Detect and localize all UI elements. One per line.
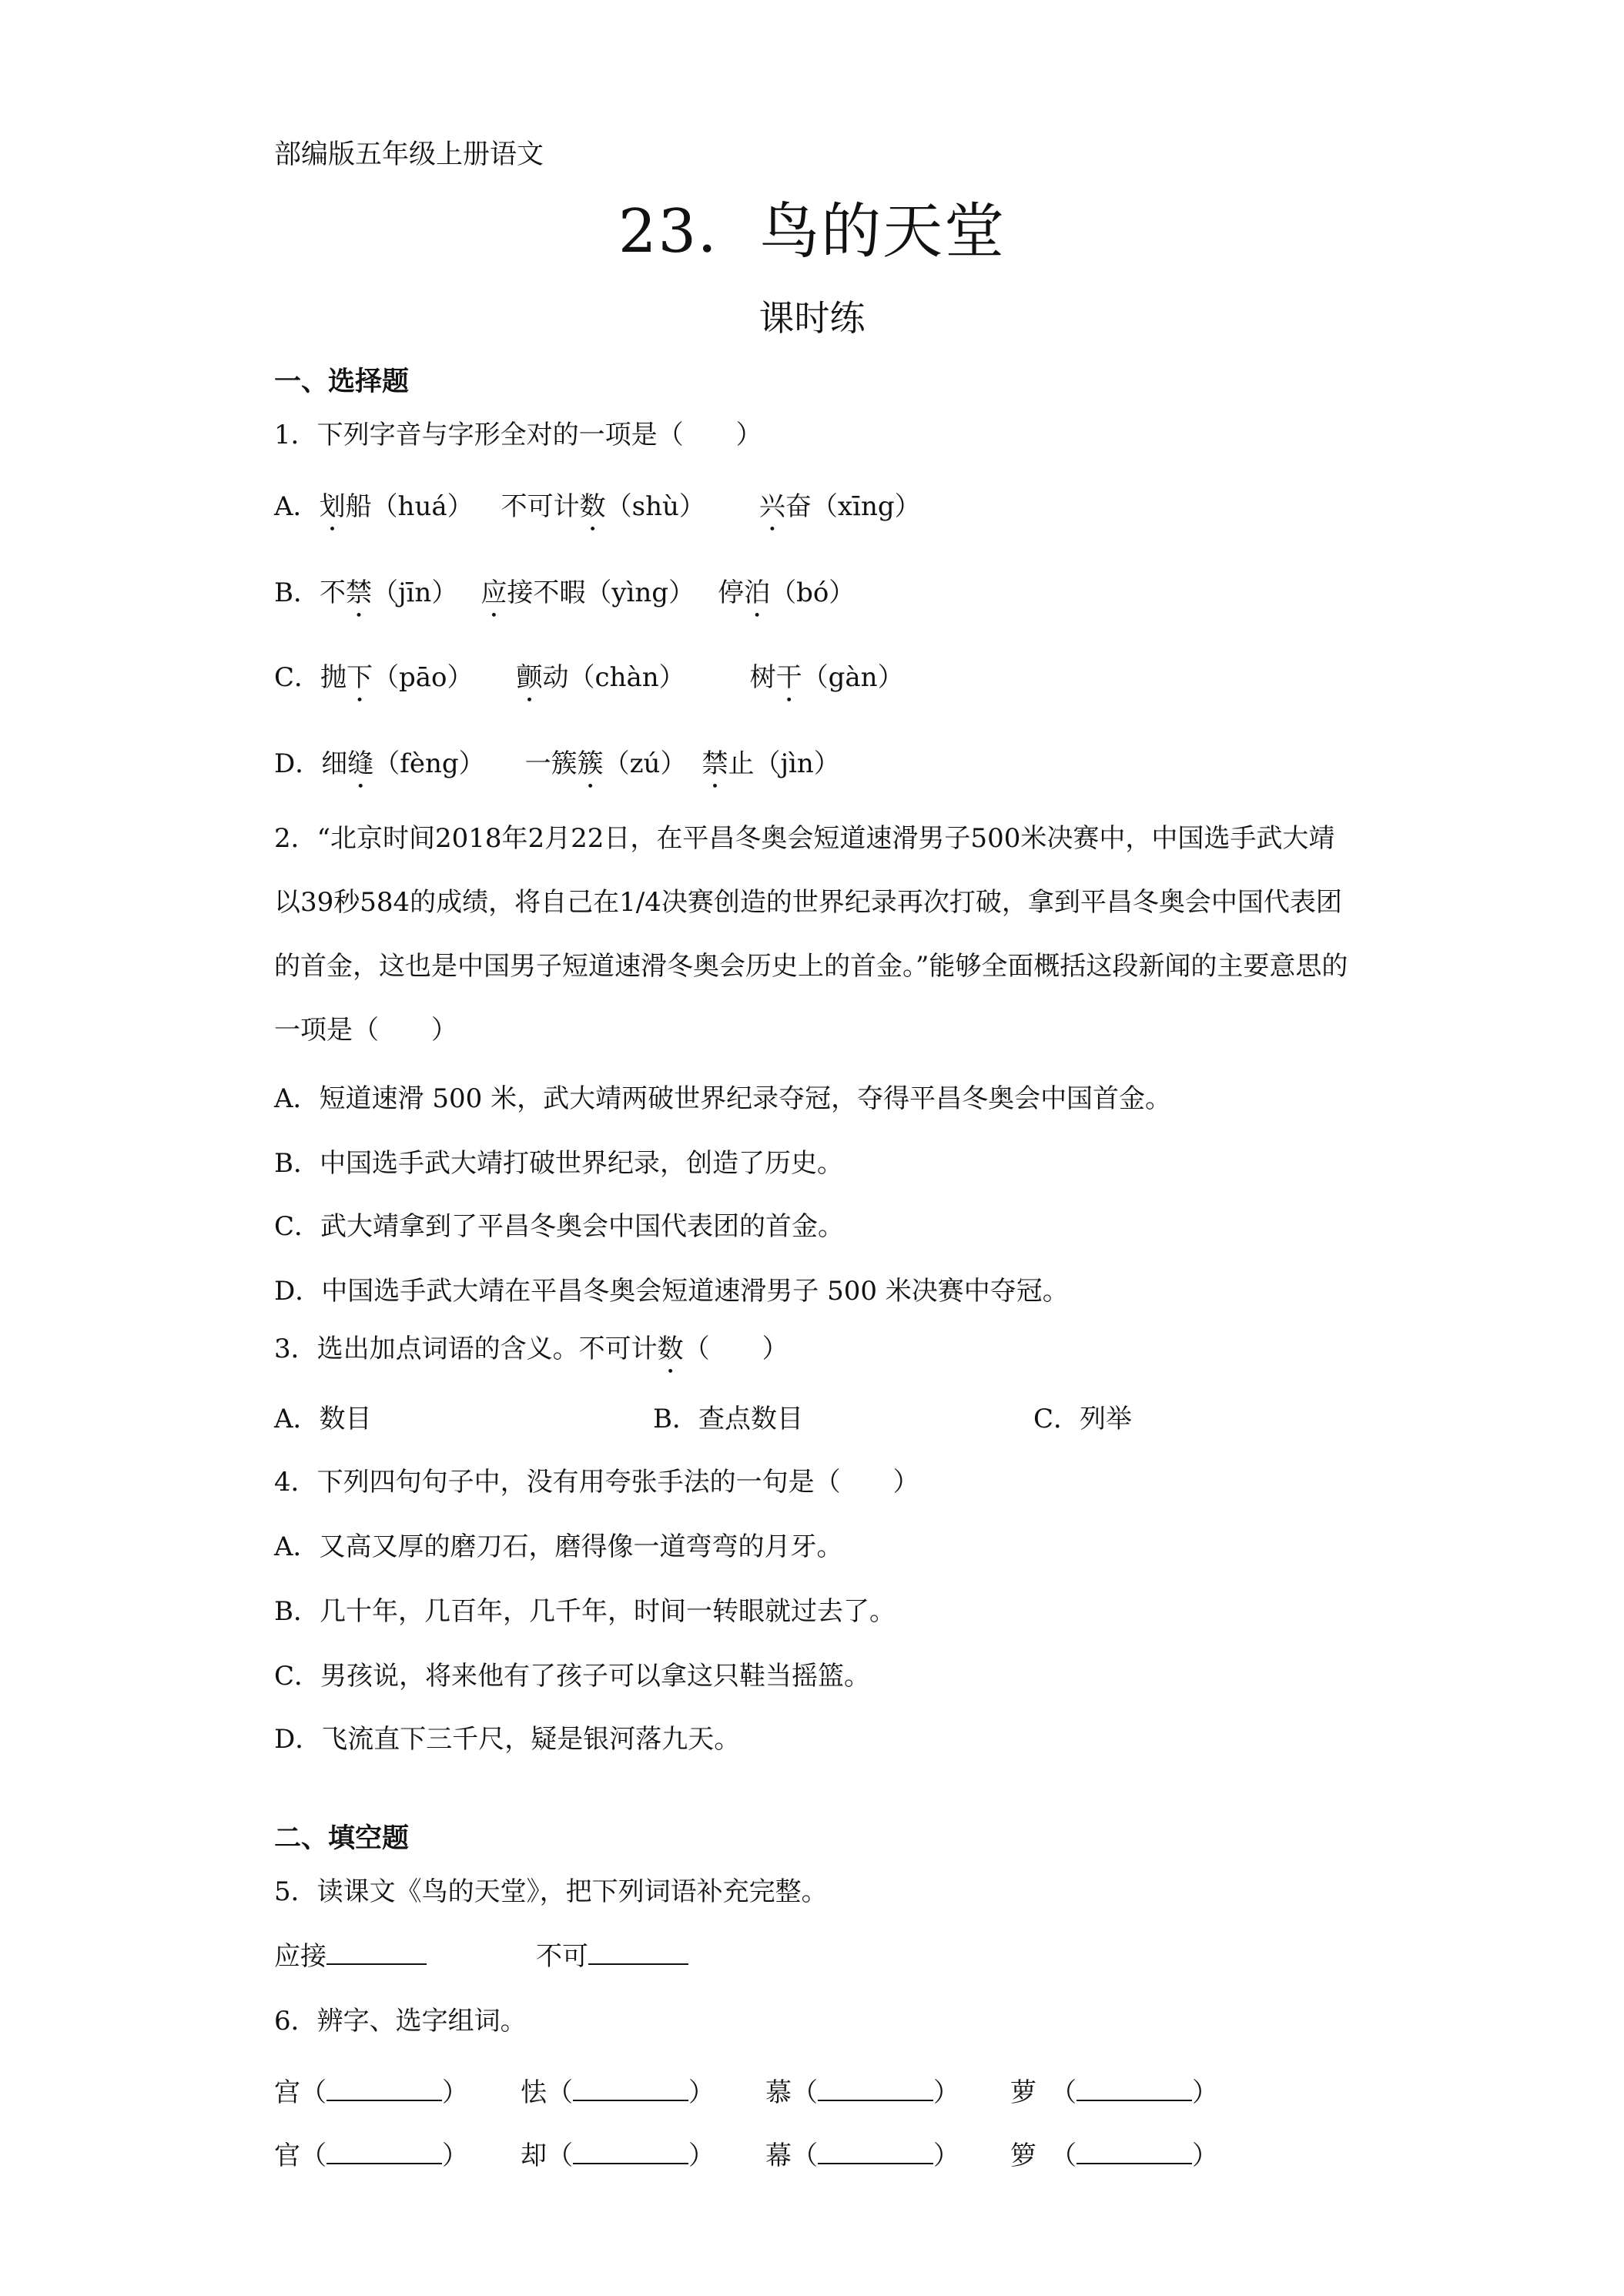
q1-option-c [274, 662, 904, 708]
q6-r2-c3: 幕（ ） [765, 2140, 959, 2171]
q1-c-prefix: C． [274, 662, 321, 693]
q1-d-item1: 细缝（fèng） [321, 748, 485, 779]
q1-b-prefix: B． [274, 577, 320, 608]
q1-a-item1: 划船（huá） [319, 491, 474, 522]
page-title: 23．鸟的天堂 [618, 197, 1006, 266]
q1-a-prefix: A． [274, 491, 320, 522]
q2-option-d: D．中国选手武大靖在平昌冬奥会短道速滑男子 500 米决赛中夺冠。 [274, 1276, 1069, 1307]
q6-r1-c1: 宫（ ） [274, 2077, 468, 2108]
q5-blank-1[interactable] [326, 1963, 427, 1965]
q6-r2-c2: 却（ ） [521, 2140, 715, 2171]
q6-r1-c3: 慕（ ） [765, 2077, 959, 2108]
q6-blank[interactable] [1077, 2162, 1192, 2164]
q1-a-item2: 不可计数（shù） [501, 491, 705, 522]
q1-c-item2: 颤动（chàn） [516, 662, 685, 693]
q1-a-item3: 兴奋（xīng） [758, 491, 921, 522]
q6-blank[interactable] [326, 2099, 442, 2101]
q1-b-item2: 应接不暇（yìng） [481, 577, 695, 608]
q1-option-a [274, 491, 921, 537]
q1-d-item2: 一簇簇（zú） [524, 748, 687, 779]
q4-option-c: C．男孩说，将来他有了孩子可以拿这只鞋当摇篮。 [274, 1661, 871, 1692]
q2-option-b: B．中国选手武大靖打破世界纪录，创造了历史。 [274, 1148, 843, 1179]
q2-option-a: A．短道速滑 500 米，武大靖两破世界纪录夺冠，夺得平昌冬奥会中国首金。 [274, 1083, 1172, 1114]
q1-option-b [274, 577, 855, 624]
q6-blank[interactable] [573, 2099, 688, 2101]
q1-b-item1: 不禁（jīn） [320, 577, 458, 608]
section-fill-title: 二、填空题 [274, 1822, 410, 1854]
section-choice-title: 一、选择题 [274, 366, 410, 397]
header-label: 部编版五年级上册语文 [274, 139, 544, 170]
q6-blank[interactable] [573, 2162, 688, 2164]
q4-option-b: B．几十年，几百年，几千年，时间一转眼就过去了。 [274, 1596, 896, 1627]
q5-stem: 5．读课文《鸟的天堂》，把下列词语补充完整。 [274, 1876, 828, 1907]
q2-stem: 2．“北京时间2018年2月22日，在平昌冬奥会短道速滑男子500米决赛中，中国选手武大靖以39秒584的成绩，将自己在1/4决赛创造的世界纪录再次打破，拿到平昌冬奥会中国代表团的首金，这也是中国男子短道速滑冬奥会历史上的首金。”能够全面概括这段新闻的主要意思的一项是（ ） [274, 823, 1348, 1046]
q4-option-d: D．飞流直下三千尺，疑是银河落九天。 [274, 1724, 741, 1755]
q3-stem: 3．选出加点词语的含义。不可计数（ ） [274, 1334, 789, 1364]
q1-c-item3: 树干（gàn） [749, 662, 904, 693]
q4-option-a: A．又高又厚的磨刀石，磨得像一道弯弯的月牙。 [274, 1531, 843, 1562]
q6-blank[interactable] [326, 2162, 442, 2164]
page-subtitle: 课时练 [758, 297, 866, 339]
q1-option-d [274, 748, 840, 795]
q6-blank[interactable] [818, 2099, 933, 2101]
q6-blank[interactable] [1077, 2099, 1192, 2101]
q6-r1-c2: 怯（ ） [521, 2077, 715, 2108]
q6-r2-c4: 箩 （ ） [1010, 2140, 1218, 2171]
q6-blank[interactable] [818, 2162, 933, 2164]
q1-stem: 1．下列字音与字形全对的一项是（ ） [274, 420, 762, 450]
q6-stem: 6．辨字、选字组词。 [274, 2006, 527, 2037]
q5-word-1: 应接 [274, 1943, 427, 1970]
q3-option-a: A．数目 [274, 1404, 372, 1434]
q5-blank-2[interactable] [588, 1963, 688, 1965]
q1-b-item3: 停泊（bó） [718, 577, 856, 608]
q2-option-c: C．武大靖拿到了平昌冬奥会中国代表团的首金。 [274, 1211, 845, 1242]
q3-option-b: B．查点数目 [653, 1404, 803, 1434]
q4-stem: 4．下列四句句子中，没有用夸张手法的一句是（ ） [274, 1467, 919, 1498]
q3-option-c: C．列举 [1033, 1404, 1133, 1434]
q6-r1-c4: 萝 （ ） [1010, 2077, 1218, 2108]
q1-c-item1: 抛下（pāo） [320, 662, 474, 693]
q6-r2-c1: 官（ ） [274, 2140, 468, 2171]
q1-d-item3: 禁止（jìn） [702, 748, 840, 779]
q5-word-2: 不可 [536, 1943, 688, 1970]
q1-d-prefix: D． [274, 748, 322, 779]
